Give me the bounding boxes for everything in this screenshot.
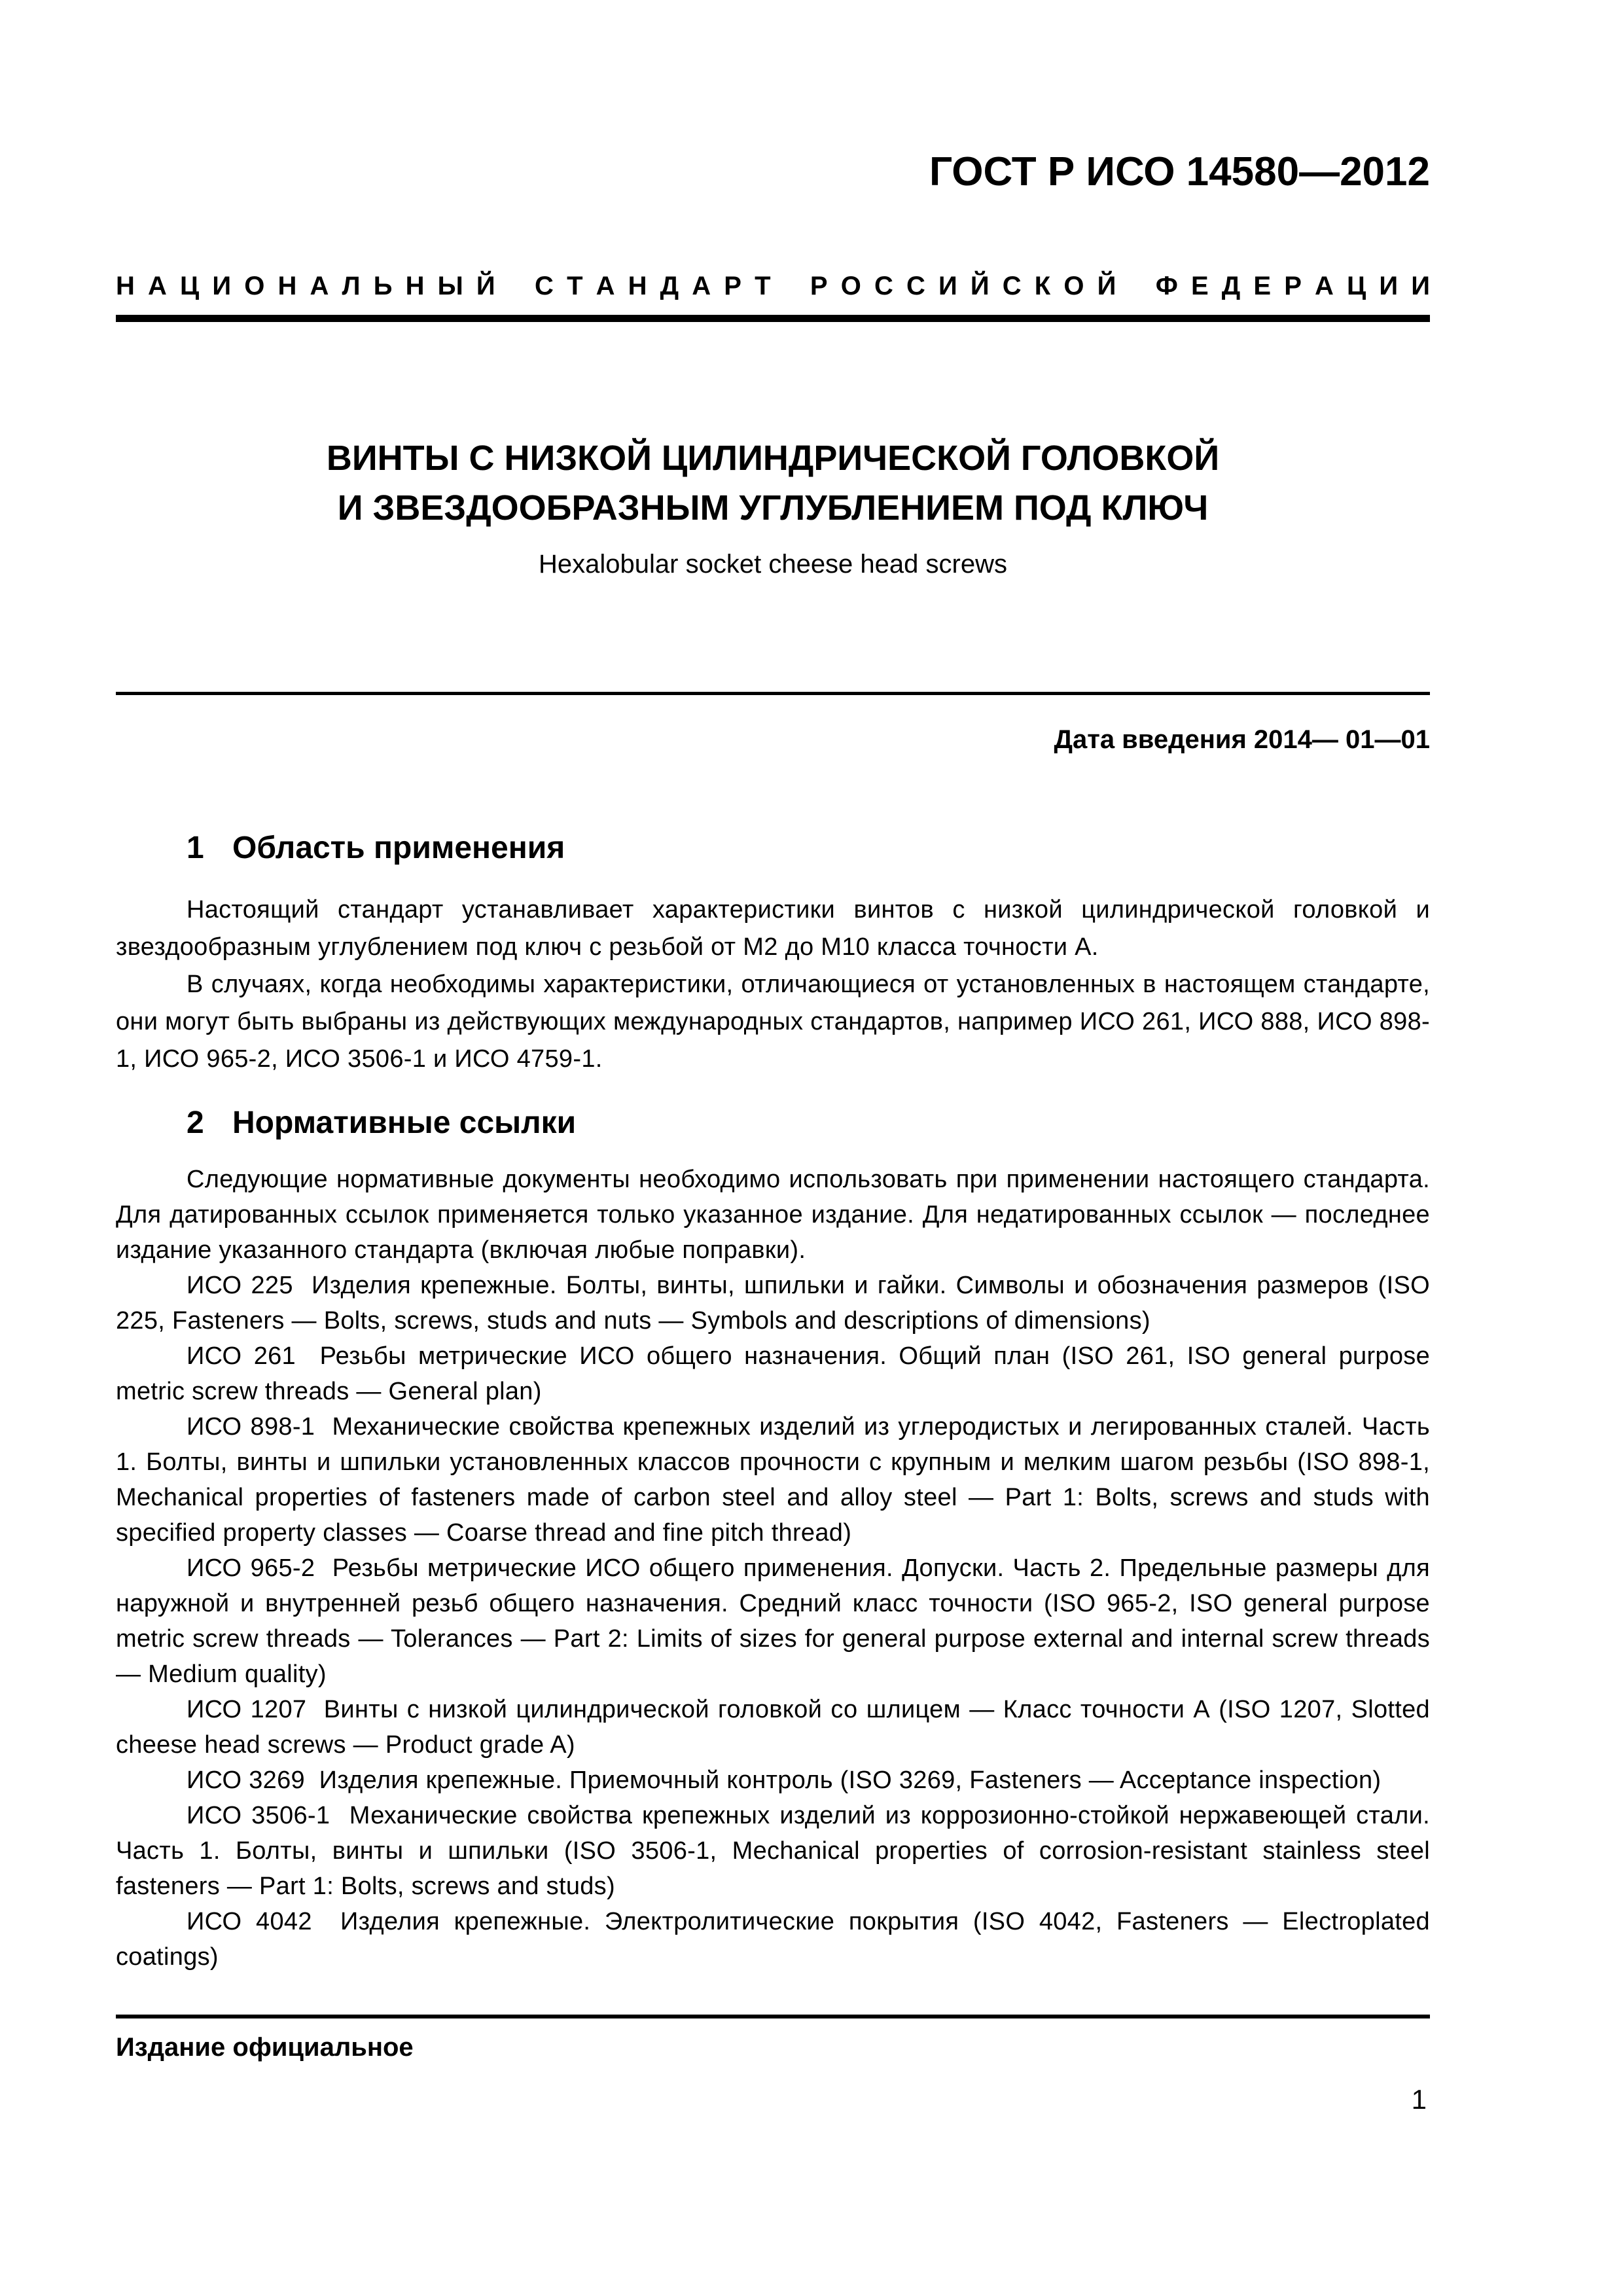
- section-1-body: [116, 891, 1430, 1078]
- section-1-heading: [187, 830, 1430, 867]
- reference-item: ИСО 261 Резьбы метрические ИСО общего назначения. Общий план (ISO 261, ISO general purpose metric screw threads — General plan): [116, 1342, 1430, 1405]
- national-standard-banner: Н А Ц И О Н А Л Ь Н Ы Й С Т А Н Д А Р Т Р О С С И Й С К О Й Ф Е Д Е Р А Ц И И: [116, 272, 1431, 300]
- document-code: ГОСТ Р ИСО 14580—2012: [929, 149, 1430, 194]
- reference-item: ИСО 965-2 Резьбы метрические ИСО общего применения. Допуски. Часть 2. Предельные размеры для наружной и внутренней резьб общего назначения. Средний класс точности (ISO 965-2, ISO general purpose metric screw threads — Tolerances — Part 2: Limits of sizes for general purpose external and internal screw threads — Medium quality): [116, 1554, 1430, 1688]
- section-2-title: Нормативные ссылки: [232, 1105, 577, 1140]
- page-number: 1: [1411, 2084, 1427, 2115]
- reference-item: ИСО 3269 Изделия крепежные. Приемочный контроль (ISO 3269, Fasteners — Acceptance inspection): [187, 1767, 1382, 1794]
- reference-item: ИСО 3506-1 Механические свойства крепежных изделий из коррозионно-стойкой нержавеющей стали. Часть 1. Болты, винты и шпильки (ISO 3506-1, Mechanical properties of corrosion-resistant stainless steel fasteners — Part 1: Bolts, screws and studs): [116, 1802, 1430, 1900]
- reference-item: ИСО 1207 Винты с низкой цилиндрической головкой со шлицем — Класс точности А (ISO 1207, Slotted cheese head screws — Product grade A): [116, 1696, 1430, 1759]
- document-title: [116, 433, 1430, 533]
- document-title-line2: И ЗВЕЗДООБРАЗНЫМ УГЛУБЛЕНИЕМ ПОД КЛЮЧ: [337, 488, 1209, 528]
- footer-rule: [116, 2015, 1430, 2018]
- section-1-number: 1: [187, 831, 204, 865]
- reference-item: ИСО 225 Изделия крепежные. Болты, винты, шпильки и гайки. Символы и обозначения размеров (ISO 225, Fasteners — Bolts, screws, studs and nuts — Symbols and descriptions of dimensions): [116, 1272, 1430, 1335]
- document-subtitle-english: Hexalobular socket cheese head screws: [539, 550, 1007, 579]
- body-paragraph: Настоящий стандарт устанавливает характеристики винтов с низкой цилиндрической головкой и звездообразным углублением под ключ с резьбой от М2 до М10 класса точности А.: [116, 896, 1430, 961]
- body-paragraph: Следующие нормативные документы необходимо использовать при применении настоящего стандарта. Для датированных ссылок применяется только указанное издание. Для недатированных ссылок — последнее издание указанного стандарта (включая любые поправки).: [116, 1166, 1430, 1264]
- section-2-number: 2: [187, 1105, 204, 1140]
- reference-item: ИСО 4042 Изделия крепежные. Электролитические покрытия (ISO 4042, Fasteners — Electroplated coatings): [116, 1908, 1430, 1971]
- section-1-title: Область применения: [232, 831, 565, 865]
- title-separator-rule: [116, 692, 1430, 695]
- section-2-heading: [187, 1105, 1430, 1141]
- body-paragraph: В случаях, когда необходимы характеристики, отличающиеся от установленных в настоящем стандарте, они могут быть выбраны из действующих международных стандартов, например ИСО 261, ИСО 888, ИСО 898-1, ИСО 965-2, ИСО 3506-1 и ИСО 4759-1.: [116, 971, 1430, 1073]
- header-rule: [116, 315, 1430, 322]
- effective-date: Дата введения 2014— 01—01: [1054, 725, 1430, 754]
- official-edition-note: Издание официальное: [116, 2033, 414, 2062]
- reference-item: ИСО 898-1 Механические свойства крепежных изделий из углеродистых и легированных сталей. Часть 1. Болты, винты и шпильки установленных классов прочности с крупным и мелким шагом резьбы (ISO 898-1, Mechanical properties of fasteners made of carbon steel and alloy steel — Part 1: Bolts, screws and studs with specified property classes — Coarse thread and fine pitch thread): [116, 1413, 1430, 1547]
- document-title-line1: ВИНТЫ С НИЗКОЙ ЦИЛИНДРИЧЕСКОЙ ГОЛОВКОЙ: [326, 439, 1220, 478]
- section-2-body: [116, 1162, 1430, 1975]
